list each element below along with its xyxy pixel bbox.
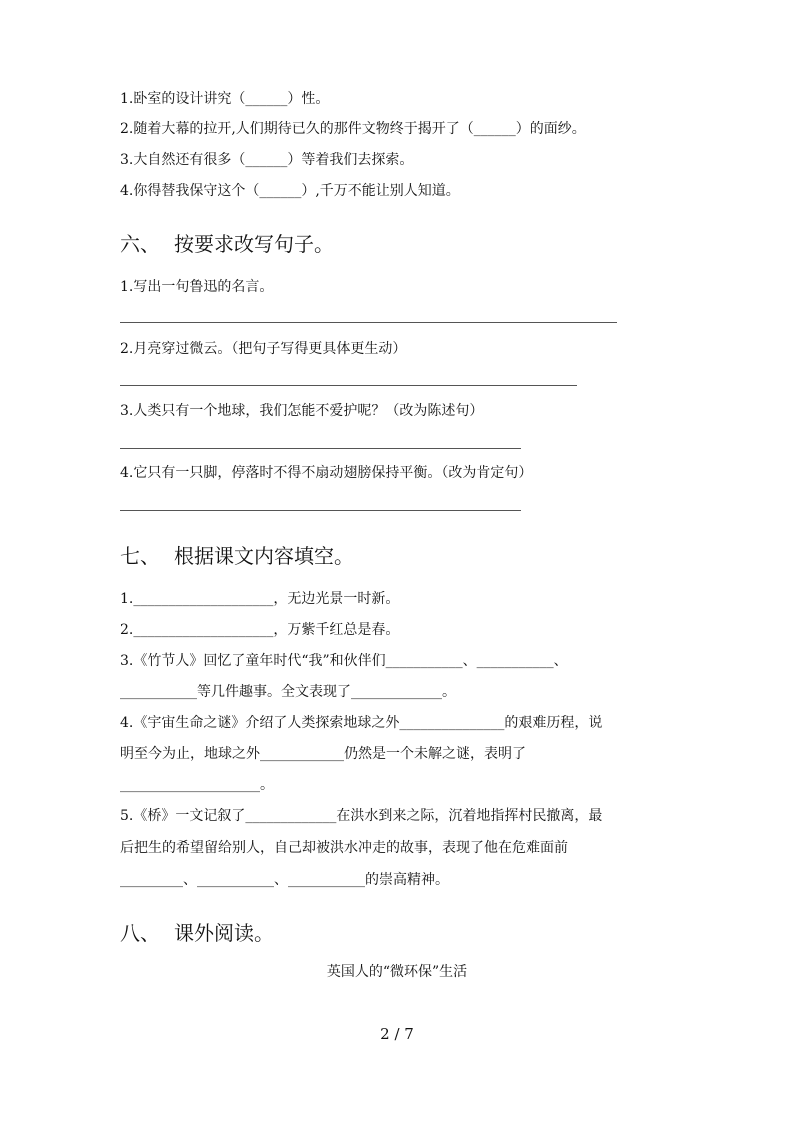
section6-title: 按要求改写句子。 (174, 232, 334, 256)
section7-line-7: ____________________。 (120, 777, 274, 793)
section7-line-1: 1.____________________，无边光景一时新。 (120, 591, 400, 607)
answer-line (120, 448, 521, 449)
section6-number: 六、 (120, 232, 160, 256)
section6-heading (120, 231, 334, 257)
section6-item-1: 1.写出一句鲁迅的名言。 (120, 279, 274, 295)
section5-item-1: 1.卧室的设计讲究（______）性。 (120, 91, 330, 107)
section6-item-4: 4.它只有一只脚，停落时不得不扇动翅膀保持平衡。（改为肯定句） (120, 465, 533, 481)
answer-line (120, 510, 521, 511)
answer-line (120, 322, 617, 323)
section8-number: 八、 (120, 921, 160, 945)
section7-line-3: 3.《竹节人》回忆了童年时代“我”和伙伴们___________、___________、 (120, 653, 568, 669)
section7-heading (120, 543, 354, 569)
section7-line-4: ___________等几件趣事。全文表现了_____________。 (120, 684, 456, 700)
section7-line-8: 5.《桥》一文记叙了_____________在洪水到来之际，沉着地指挥村民撤离，最 (120, 808, 603, 824)
section7-line-9: 后把生的希望留给别人，自己却被洪水冲走的故事，表现了他在危难面前 (120, 840, 568, 856)
section5-item-3: 3.大自然还有很多（______）等着我们去探索。 (120, 152, 414, 168)
section7-number: 七、 (120, 544, 160, 568)
section8-title: 课外阅读。 (174, 921, 274, 945)
section8-heading (120, 920, 274, 946)
page-number: 2 / 7 (380, 1025, 414, 1043)
section7-line-2: 2.____________________，万紫千红总是春。 (120, 622, 400, 638)
article-title: 英国人的“微环保”生活 (326, 964, 468, 980)
section5-item-4: 4.你得替我保守这个（______）,千万不能让别人知道。 (120, 183, 460, 199)
answer-line (120, 385, 577, 386)
section6-item-3: 3.人类只有一个地球，我们怎能不爱护呢？（改为陈述句） (120, 403, 484, 419)
section7-line-6: 明至今为止，地球之外____________仍然是一个未解之谜，表明了 (120, 746, 526, 762)
section7-line-10: _________、___________、___________的崇高精神。 (120, 872, 449, 888)
section7-title: 根据课文内容填空。 (174, 544, 354, 568)
section7-line-5: 4.《宇宙生命之谜》介绍了人类探索地球之外_______________的艰难历程，说 (120, 715, 603, 731)
section6-item-2: 2.月亮穿过微云。（把句子写得更具体更生动） (120, 341, 407, 357)
section5-item-2: 2.随着大幕的拉开,人们期待已久的那件文物终于揭开了（______）的面纱。 (120, 121, 586, 137)
